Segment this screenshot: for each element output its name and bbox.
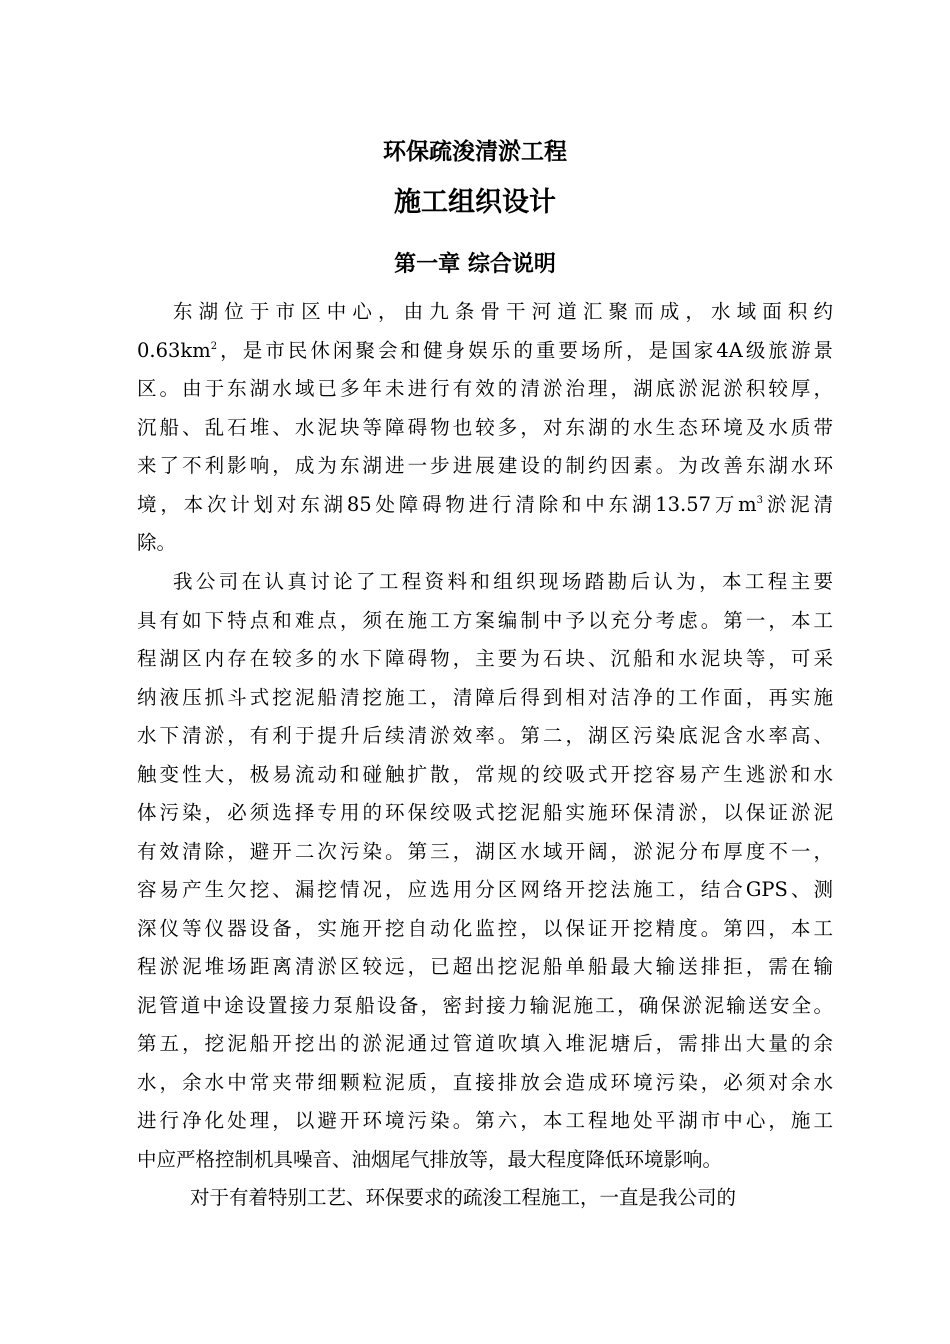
text-line: 东湖位于市区中心，由九条骨干河道汇聚而成，水域面积约 — [173, 300, 833, 323]
document-subtitle: 施工组织设计 — [394, 187, 556, 218]
text-line: 来了不利影响，成为东湖进一步进展建设的制约因素。为改善东湖水环 — [137, 454, 833, 477]
text-line: 纳液压抓斗式挖泥船清挖施工，清障后得到相对洁净的工作面，再实施 — [137, 686, 833, 709]
text-line: 除。 — [137, 531, 177, 554]
text-run: 淤泥清 — [763, 493, 833, 516]
text-line: 进行净化处理，以避开环境污染。第六，本工程地处平湖市中心，施工 — [137, 1109, 833, 1132]
text-line: 水，余水中常夹带细颗粒泥质，直接排放会造成环境污染，必须对余水 — [137, 1071, 833, 1094]
text-line: 有效清除，避开二次污染。第三，湖区水域开阔，淤泥分布厚度不一， — [137, 840, 833, 863]
text-line: 第五，挖泥船开挖出的淤泥通过管道吹填入堆泥塘后，需排出大量的余 — [137, 1032, 833, 1055]
superscript: 3 — [756, 495, 764, 506]
text-line: 我公司在认真讨论了工程资料和组织现场踏勘后认为，本工程主要 — [173, 570, 833, 593]
text-line — [137, 491, 833, 519]
text-line: 程淤泥堆场距离清淤区较远，已超出挖泥船单船最大输送排拒，需在输 — [137, 955, 833, 978]
text-line: 中应严格控制机具噪音、油烟尾气排放等，最大程度降低环境影响。 — [137, 1148, 723, 1171]
text-line: 区。由于东湖水域已多年未进行有效的清淤治理，湖底淤泥淤积较厚， — [137, 377, 833, 400]
text-run: 0.63km — [137, 339, 211, 362]
text-line: 具有如下特点和难点，须在施工方案编制中予以充分考虑。第一，本工 — [137, 609, 833, 632]
text-line: 容易产生欠挖、漏挖情况，应选用分区网络开挖法施工，结合GPS、测 — [137, 878, 833, 901]
text-run: ，是市民休闲聚会和健身娱乐的重要场所，是国家4A级旅游景 — [217, 339, 833, 362]
document-title: 环保疏浚清淤工程 — [383, 139, 567, 165]
text-line: 泥管道中途设置接力泵船设备，密封接力输泥施工，确保淤泥输送安全。 — [137, 994, 833, 1017]
text-run: 境，本次计划对东湖85处障碍物进行清除和中东湖13.57万m — [137, 493, 757, 516]
text-line: 对于有着特别工艺、环保要求的疏浚工程施工，一直是我公司的 — [190, 1186, 737, 1209]
text-line: 沉船、乱石堆、水泥块等障碍物也较多，对东湖的水生态环境及水质带 — [137, 416, 833, 439]
text-line: 程湖区内存在较多的水下障碍物，主要为石块、沉船和水泥块等，可采 — [137, 647, 833, 670]
superscript: 2 — [210, 341, 218, 352]
text-line: 触变性大，极易流动和碰触扩散，常规的绞吸式开挖容易产生逃淤和水 — [137, 763, 833, 786]
text-line: 水下清淤，有利于提升后续清淤效率。第二，湖区污染底泥含水率高、 — [137, 724, 833, 747]
text-line: 深仪等仪器设备，实施开挖自动化监控，以保证开挖精度。第四，本工 — [137, 917, 833, 940]
text-line — [137, 337, 833, 365]
text-line: 体污染，必须选择专用的环保绞吸式挖泥船实施环保清淤，以保证淤泥 — [137, 801, 833, 824]
chapter-heading: 第一章 综合说明 — [394, 252, 556, 277]
